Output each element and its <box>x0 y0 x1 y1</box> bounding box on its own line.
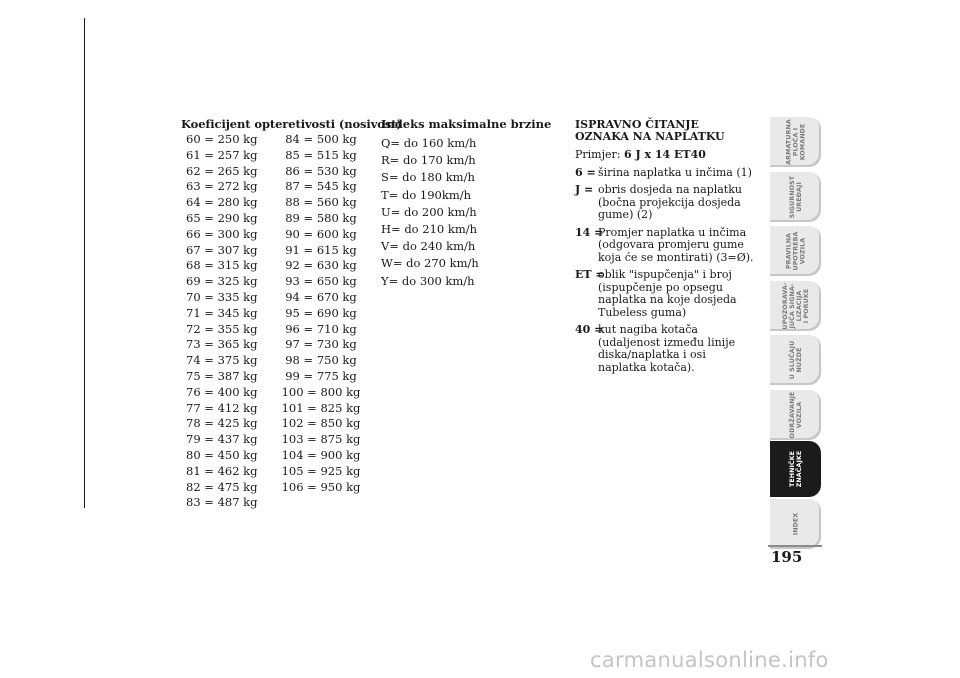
load-index-row: 82 = 475 kg <box>186 479 258 494</box>
load-index-row: 78 = 425 kg <box>186 416 258 431</box>
load-index-row: 80 = 450 kg <box>186 447 258 462</box>
speed-index-list <box>381 135 531 290</box>
chapter-tab-label: TEHNIČKE ZNAČAJKE <box>788 450 803 488</box>
load-index-row: 71 = 345 kg <box>186 305 258 320</box>
speed-index-item: Y= do 300 km/h <box>381 273 475 288</box>
rim-marking-item <box>575 324 755 374</box>
rim-marking-section <box>575 119 755 374</box>
load-index-row: 105 = 925 kg <box>281 463 361 478</box>
chapter-tab[interactable] <box>770 226 821 276</box>
chapter-tab-label: UPOZORAVA- JUĆA SIGNA- LIZACIJA I PORUKE <box>781 282 810 330</box>
column-divider <box>84 18 85 508</box>
rim-marking-description: oblik "ispupčenja" i broj (ispupčenje po opsegu naplatka na koje dosjeda Tubeless guma) <box>598 268 737 319</box>
load-index-row: 77 = 412 kg <box>186 400 258 415</box>
rim-example <box>575 149 755 162</box>
load-index-row: 73 = 365 kg <box>186 337 258 352</box>
rim-marking-description: Promjer naplatka u inčima (odgovara promjeru gume koja će se montirati) (3=Ø). <box>598 225 754 264</box>
rim-marking-description: kut nagiba kotača (udaljenost između linije diska/naplatka i osi naplatka kotača). <box>598 323 736 374</box>
load-index-row: 68 = 315 kg <box>186 258 258 273</box>
load-index-row: 85 = 515 kg <box>285 147 357 162</box>
chapter-tab-label: PRAVILNA UPOTREBA VOZILA <box>785 231 806 271</box>
chapter-tab-label: U SLUČAJU NUŽDE <box>788 340 803 380</box>
load-index-row: 65 = 290 kg <box>186 210 258 225</box>
load-index-row: 99 = 775 kg <box>285 368 357 383</box>
load-index-row: 87 = 545 kg <box>285 179 357 194</box>
load-index-row: 69 = 325 kg <box>186 274 258 289</box>
speed-index-item: H= do 210 km/h <box>381 221 478 236</box>
rim-marking-item <box>575 269 755 319</box>
load-index-title: Koeficijent opteretivosti (nosivost) <box>181 117 402 131</box>
load-index-row: 64 = 280 kg <box>186 195 258 210</box>
chapter-tab[interactable] <box>770 335 821 385</box>
load-index-row: 62 = 265 kg <box>186 163 258 178</box>
chapter-tab[interactable] <box>770 441 821 497</box>
load-index-right-column <box>279 132 363 495</box>
rim-marking-item <box>575 167 755 180</box>
watermark: carmanualsonline.info <box>590 648 829 672</box>
load-index-row: 93 = 650 kg <box>285 274 357 289</box>
load-index-row: 106 = 950 kg <box>281 479 361 494</box>
chapter-tab[interactable] <box>770 390 821 440</box>
rim-marking-item <box>575 227 755 265</box>
chapter-tab-label: SIGURNOST UREĐAJI <box>788 175 803 219</box>
load-index-row: 103 = 875 kg <box>281 432 361 447</box>
load-index-row: 74 = 375 kg <box>186 353 258 368</box>
speed-index-item: R= do 170 km/h <box>381 153 476 168</box>
chapter-tab-label: ARMATURNA PLOČA I KOMANDE <box>785 119 806 165</box>
load-index-row: 83 = 487 kg <box>186 495 258 510</box>
load-index-row: 63 = 272 kg <box>186 179 258 194</box>
rim-marking-description: širina naplatka u inčima (1) <box>598 165 752 179</box>
load-index-row: 67 = 307 kg <box>186 242 258 257</box>
chapter-tab[interactable] <box>770 117 821 167</box>
load-index-row: 89 = 580 kg <box>285 210 357 225</box>
load-index-row: 81 = 462 kg <box>186 463 258 478</box>
speed-index-title: Indeks maksimalne brzine <box>381 117 552 131</box>
load-index-row: 75 = 387 kg <box>186 368 258 383</box>
rim-marking-list <box>575 167 755 375</box>
load-index-row: 100 = 800 kg <box>281 384 361 399</box>
load-index-row: 60 = 250 kg <box>186 132 258 146</box>
load-index-row: 66 = 300 kg <box>186 226 258 241</box>
load-index-row: 76 = 400 kg <box>186 384 258 399</box>
rim-marking-key: J = <box>575 183 594 196</box>
load-index-row: 101 = 825 kg <box>281 400 361 415</box>
load-index-row: 79 = 437 kg <box>186 432 258 447</box>
load-index-row: 102 = 850 kg <box>281 416 361 431</box>
rim-marking-title: ISPRAVNO ČITANJE OZNAKA NA NAPLATKU <box>575 118 725 143</box>
load-index-row: 84 = 500 kg <box>285 132 357 146</box>
load-index-section <box>181 117 402 510</box>
chapter-tab[interactable] <box>770 172 821 222</box>
load-index-row: 94 = 670 kg <box>285 289 357 304</box>
load-index-row: 61 = 257 kg <box>186 147 258 162</box>
load-index-row: 98 = 750 kg <box>285 353 357 368</box>
chapter-tab-label: INDEX <box>792 512 799 536</box>
load-index-row: 88 = 560 kg <box>285 195 357 210</box>
load-index-row: 92 = 630 kg <box>285 258 357 273</box>
chapter-tab[interactable] <box>770 281 821 331</box>
speed-index-item: W= do 270 km/h <box>381 256 479 271</box>
speed-index-item: V= do 240 km/h <box>381 239 476 254</box>
load-index-row: 86 = 530 kg <box>285 163 357 178</box>
rim-marking-item <box>575 184 755 222</box>
page-number-rule <box>768 545 822 547</box>
load-index-row: 72 = 355 kg <box>186 321 258 336</box>
rim-marking-key: 14 = <box>575 225 604 239</box>
speed-index-item: U= do 200 km/h <box>381 204 477 219</box>
page-number: 195 <box>771 548 803 566</box>
load-index-row: 97 = 730 kg <box>285 337 357 352</box>
load-index-row: 90 = 600 kg <box>285 226 357 241</box>
load-index-row: 95 = 690 kg <box>285 305 357 320</box>
rim-marking-key: 40 = <box>575 323 604 336</box>
speed-index-section <box>381 117 552 290</box>
rim-example-label: Primjer: <box>575 148 624 161</box>
chapter-tab-label: ODRŽAVANJE VOZILA <box>788 391 803 439</box>
load-index-row: 104 = 900 kg <box>281 447 361 462</box>
rim-marking-key: ET = <box>575 268 605 281</box>
rim-marking-description: obris dosjeda na naplatku (bočna projekcija dosjeda gume) (2) <box>598 183 742 221</box>
rim-marking-key: 6 = <box>575 165 596 179</box>
speed-index-item: S= do 180 km/h <box>381 170 475 185</box>
rim-example-value: 6 J x 14 ET40 <box>624 148 706 161</box>
load-index-left-column <box>185 132 265 511</box>
load-index-row: 70 = 335 kg <box>186 289 258 304</box>
speed-index-item: Q= do 160 km/h <box>381 136 477 150</box>
load-index-row: 91 = 615 kg <box>285 242 357 257</box>
chapter-tab[interactable] <box>770 499 821 549</box>
speed-index-item: T= do 190km/h <box>381 187 472 202</box>
load-index-row: 96 = 710 kg <box>285 321 357 336</box>
